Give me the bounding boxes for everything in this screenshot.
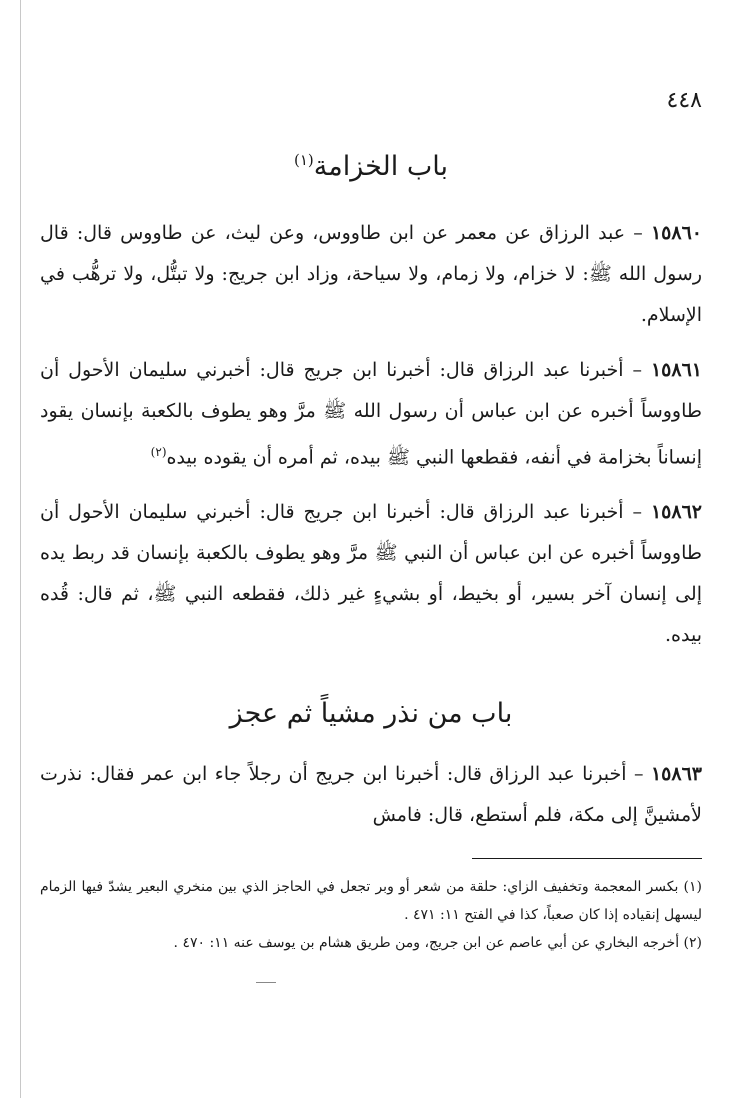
footnote-text: بكسر المعجمة وتخفيف الزاي: حلقة من شعر أو وبر تجعل في الحاجز الذي بين منخري البعير يشدّ فيها الزمام ليسهل إنقياده إذا كان صعباً، كذا في الفتح ١١: ٤٧١ . (40, 879, 702, 924)
hadith-text: – أخبرنا عبد الرزاق قال: أخبرنا ابن جريج أن رجلاً جاء ابن عمر فقال: نذرت لأمشينَّ إلى مكة، فلم أستطع، قال: فامش (40, 763, 702, 827)
footnote-divider (472, 858, 702, 859)
chapter-title-text: باب من نذر مشياً ثم عجز (229, 698, 513, 730)
hadith-15860 (40, 213, 702, 336)
footnote-ref-1: (١) (293, 151, 314, 169)
book-page (40, 80, 702, 957)
hadith-15862 (40, 492, 702, 656)
hadith-text: – عبد الرزاق عن معمر عن ابن طاووس، وعن ليث، عن طاووس قال: قال رسول الله ﷺ: لا خزام، ولا زمام، ولا سياحة، وزاد ابن جريج: ولا تبتُّل، ولا ترهُّب في الإسلام. (40, 222, 702, 326)
hadith-text: – أخبرنا عبد الرزاق قال: أخبرنا ابن جريج قال: أخبرني سليمان الأحول أن طاووساً أخبره عن ابن عباس أن النبي ﷺ مرَّ وهو يطوف بالكعبة بإنسان قد ربط يده إلى إنسان آخر بسير، أو بخيط، أو بشيءٍ غير ذلك، فقطعه النبي ﷺ، ثم قال: قُده بيده. (40, 501, 702, 647)
chapter-title-khizama (40, 140, 702, 187)
bottom-printer-mark (256, 982, 276, 983)
footnote-ref-2: (٢) (150, 445, 167, 459)
hadith-number: ١٥٨٦٠ (650, 222, 702, 244)
hadith-number: ١٥٨٦٢ (650, 501, 702, 524)
footnote-text: أخرجه البخاري عن أبي عاصم عن ابن جريج، ومن طريق هشام بن يوسف عنه ١١: ٤٧٠ . (173, 935, 680, 952)
hadith-number: ١٥٨٦٣ (650, 763, 702, 786)
chapter-title-nadhr (40, 694, 702, 734)
hadith-number: ١٥٨٦١ (650, 359, 702, 381)
page-number: ٤٤٨ (666, 88, 702, 113)
chapter-title-text: باب الخزامة (313, 151, 449, 182)
footnote-2 (40, 929, 702, 957)
hadith-15863 (40, 754, 702, 836)
hadith-text: – أخبرنا عبد الرزاق قال: أخبرنا ابن جريج قال: أخبرني سليمان الأحول أن طاووساً أخبره عن ابن عباس أن رسول الله ﷺ مرَّ وهو يطوف بالكعبة بإنسان يقود إنساناً بخزامة في أنفه، فقطعها النبي ﷺ بيده، ثم أمره أن يقوده بيده (40, 359, 702, 469)
page-edge-line (20, 0, 21, 1098)
footnote-marker: (١) (683, 879, 703, 896)
footnote-marker: (٢) (683, 935, 702, 952)
hadith-15861 (40, 350, 702, 478)
footnote-1 (40, 873, 702, 929)
